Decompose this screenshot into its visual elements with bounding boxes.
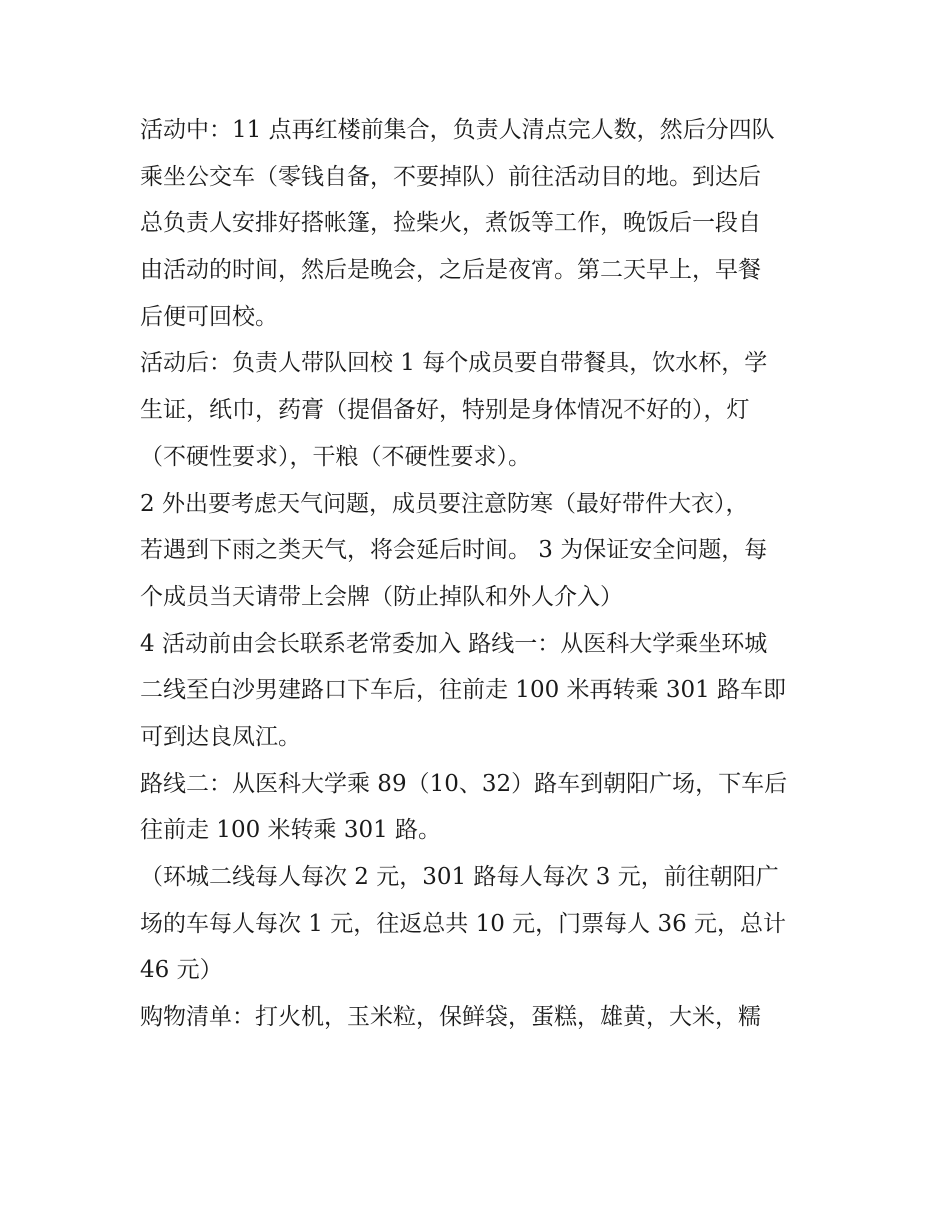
text-line: 往前走 100 米转乘 301 路。: [140, 817, 442, 844]
text-line: 总负责人安排好搭帐篷，捡柴火，煮饭等工作，晚饭后一段自: [140, 210, 761, 237]
text-line: 2 外出要考虑天气问题，成员要注意防寒（最好带件大衣），: [140, 490, 749, 517]
text-line: 二线至白沙男建路口下车后，往前走 100 米再转乘 301 路车即: [140, 677, 787, 704]
text-line: 若遇到下雨之类天气，将会延后时间。 3 为保证安全问题，每: [140, 537, 768, 564]
text-line: 乘坐公交车（零钱自备，不要掉队）前往活动目的地。到达后: [140, 163, 761, 190]
text-line: 生证，纸巾，药膏（提倡备好，特别是身体情况不好的），灯: [140, 397, 750, 424]
text-line: 46 元）: [140, 957, 223, 984]
text-line: 由活动的时间，然后是晚会，之后是夜宵。第二天早上，早餐: [140, 257, 761, 284]
text-line: 路线二：从医科大学乘 89（10、32）路车到朝阳广场，下车后: [140, 770, 788, 797]
text-line: （不硬性要求），干粮（不硬性要求）。: [140, 443, 531, 470]
text-line: 4 活动前由会长联系老常委加入 路线一：从医科大学乘坐环城: [140, 630, 768, 657]
text-line: 后便可回校。: [140, 303, 278, 330]
text-line: 场的车每人每次 1 元，往返总共 10 元，门票每人 36 元，总计: [140, 910, 787, 937]
text-line: 活动中：11 点再红楼前集合，负责人清点完人数，然后分四队: [140, 117, 775, 143]
text-line: 个成员当天请带上会牌（防止掉队和外人介入）: [140, 583, 623, 610]
text-line: （环城二线每人每次 2 元，301 路每人每次 3 元，前往朝阳广: [140, 864, 779, 890]
document-body: [140, 107, 820, 1041]
text-line: 购物清单：打火机，玉米粒，保鲜袋，蛋糕，雄黄，大米，糯: [140, 1004, 761, 1031]
text-line: 可到达良凤江。: [140, 723, 301, 750]
text-line: 活动后：负责人带队回校 1 每个成员要自带餐具，饮水杯，学: [140, 350, 768, 377]
